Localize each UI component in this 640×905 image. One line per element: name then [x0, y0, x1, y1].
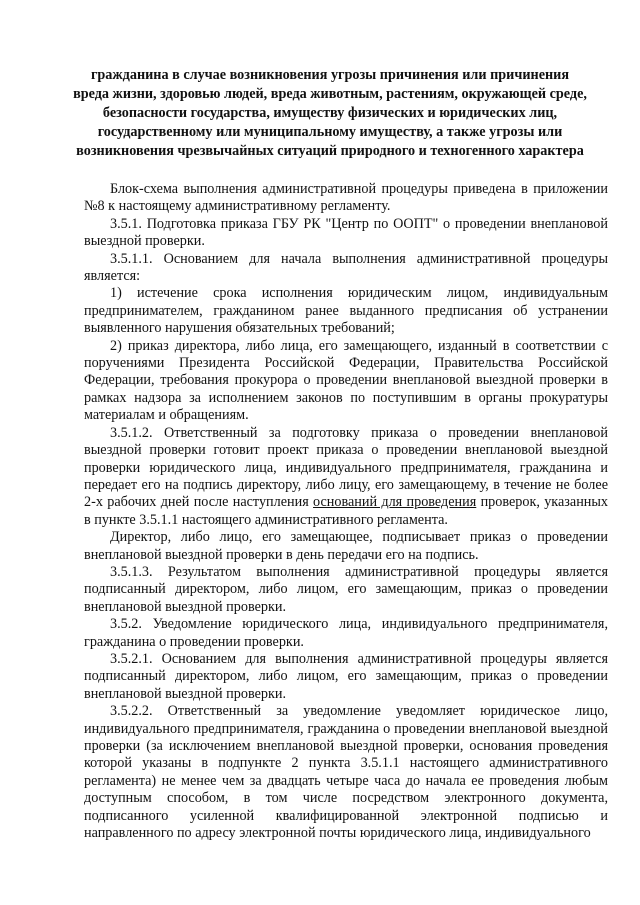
section-heading — [40, 66, 620, 161]
paragraph-3-5-1-1: 3.5.1.1. Основанием для начала выполнения административной процедуры является: — [84, 250, 608, 285]
paragraph-item-1: 1) истечение срока исполнения юридическим лицом, индивидуальным предпринимателем, гражданином ранее выданного предписания об устранении выявленного нарушения обязательных требований; — [84, 285, 608, 337]
paragraph-text: проверок, указанных в пункте 3.5.1.1 настоящего административного регламента. — [84, 494, 608, 528]
paragraph-3-5-2-1: 3.5.2.1. Основанием для выполнения административной процедуры является подписанный директором, либо лицом, его замещающим, приказ о проведении внеплановой выездной проверки. — [84, 650, 608, 702]
heading-line: гражданина в случае возникновения угрозы причинения или причинения — [90, 67, 570, 83]
heading-line: возникновения чрезвычайных ситуаций природного и техногенного характера — [76, 143, 584, 159]
paragraph-text: 3.5.1.2. Ответственный за подготовку приказа о проведении внеплановой выездной проверки готовит проект приказа о проведении внеплановой выездной проверки юридического лица, индивидуального предпринимателя, гражданина и передает его на подпись директору, либо лицу, его замещающему, в течение не более 2-х рабочих дней после наступления — [84, 424, 608, 511]
paragraph-director-signs: Директор, либо лицо, его замещающее, подписывает приказ о проведении внеплановой выездной проверки в день передачи его на подпись. — [84, 529, 608, 563]
heading-line: вреда жизни, здоровью людей, вреда животным, растениям, окружающей среде, — [73, 86, 587, 102]
paragraph-item-2: 2) приказ директора, либо лица, его замещающего, изданный в соответствии с поручениями Президента Российской Федерации, Правительства Российской Федерации, требования прокурора о проведении внеплановой выездной проверки в рамках надзора за исполнением законов по поступившим в органы прокуратуры материалам и обращениям. — [84, 337, 608, 424]
paragraph-3-5-1-2 — [84, 425, 608, 529]
paragraph-3-5-2-2: 3.5.2.2. Ответственный за уведомление уведомляет юридическое лицо, индивидуального предпринимателя, гражданина о проведении внеплановой выездной проверки (за исключением внеплановой выездной проверки, основания проведения которой указаны в подпункте 2 пункта 3.5.1.1 настоящего административного регламента) не менее чем за двадцать четыре часа до начала ее проведения любым доступным способом, в том числе посредством электронного документа, подписанного усиленной квалифицированной электронной подписью и направленного по адресу электронной почты юридического лица, индивидуального — [84, 703, 608, 842]
paragraph-flowchart-ref: Блок-схема выполнения административной процедуры приведена в приложении №8 к настоящему административному регламенту. — [84, 181, 608, 215]
heading-line: безопасности государства, имуществу физических и юридических лиц, — [102, 105, 558, 121]
paragraph-3-5-1: 3.5.1. Подготовка приказа ГБУ РК "Центр по ООПТ" о проведении внеплановой выездной проверки. — [84, 215, 608, 250]
underlined-text: оснований для проведения — [313, 494, 477, 511]
paragraph-3-5-1-3: 3.5.1.3. Результатом выполнения административной процедуры является подписанный директором, либо лицом, его замещающим, приказ о проведении внеплановой выездной проверки. — [84, 563, 608, 615]
heading-line: государственному или муниципальному имуществу, а также угрозы или — [97, 124, 563, 140]
document-body — [84, 181, 608, 842]
paragraph-3-5-2: 3.5.2. Уведомление юридического лица, индивидуального предпринимателя, гражданина о проведении проверки. — [84, 616, 608, 650]
